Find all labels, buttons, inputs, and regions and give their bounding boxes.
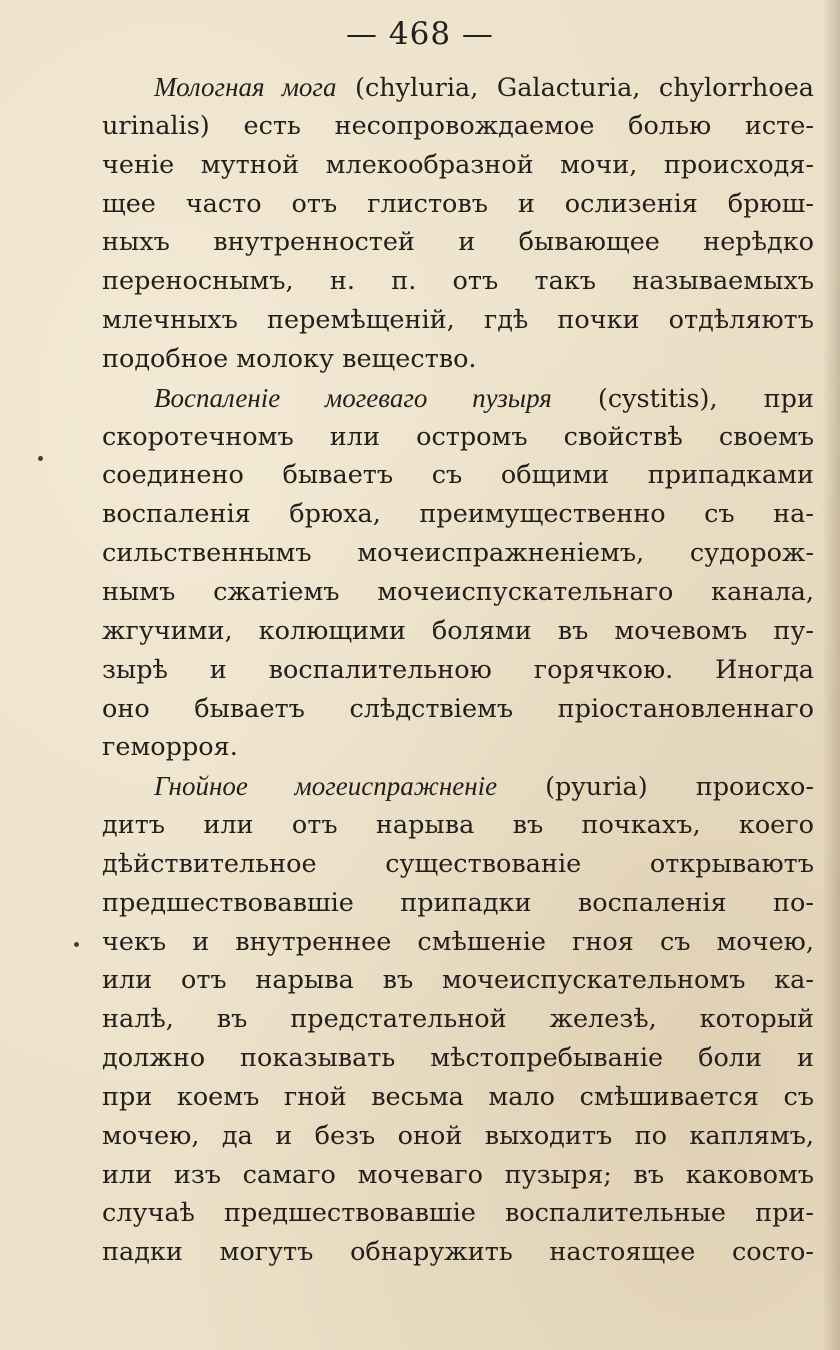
paper-speck [38, 456, 43, 461]
text-line: дитъ или отъ нарыва въ почкахъ, коего [102, 810, 814, 841]
text-line: Воспаленіе могеваго пузыря (cystitis), при [154, 382, 814, 414]
text-line: или изъ самаго мочеваго пузыря; въ каковомъ [102, 1159, 814, 1190]
page-number: — 468 — [346, 16, 494, 52]
text-line: воспаленія брюха, преимущественно съ на- [102, 499, 814, 530]
text-line: жгучими, колющими болями въ мочевомъ пу- [102, 615, 814, 646]
text-line: подобное молоку вещество. [102, 343, 477, 374]
text-line: ченіе мутной млекообразной мочи, происходя- [102, 149, 814, 180]
text-line: Мологная мога (chyluria, Galacturia, chylorrhoea [154, 72, 814, 103]
text-line: нымъ сжатіемъ мочеиспускательнаго канала, [102, 576, 814, 607]
paragraph-pyuria [102, 767, 814, 1272]
text-line: щее часто отъ глистовъ и ослизенія брюш- [102, 188, 814, 219]
term-heading: Воспаленіе могеваго пузыря [154, 382, 552, 413]
text-line: Гнойное могеиспражненіе (pyuria) происхо- [154, 771, 814, 803]
text-line: скоротечномъ или остромъ свойствѣ своемъ [102, 421, 814, 452]
text-line: налѣ, въ предстательной железѣ, который [102, 1004, 814, 1035]
term-heading: Мологная мога [154, 72, 337, 102]
text-line: при коемъ гной весьма мало смѣшивается съ [102, 1081, 814, 1112]
term-heading: Гнойное могеиспражненіе [154, 771, 498, 802]
text-line: геморроя. [102, 732, 238, 763]
text-line: переноснымъ, н. п. отъ такъ называемыхъ [102, 266, 814, 297]
paragraph-cystitis [102, 379, 814, 767]
text-line: млечныхъ перемѣщеній, гдѣ почки отдѣляютъ [102, 305, 814, 336]
text-line: оно бываетъ слѣдствіемъ пріостановленнаго [102, 693, 814, 724]
page-spine-shadow [822, 0, 840, 1350]
text-line: предшествовавшіе припадки воспаленія по- [102, 887, 814, 918]
text-line: чекъ и внутреннее смѣшеніе гноя съ мочею, [102, 926, 814, 957]
text-line: соединено бываетъ съ общими припадками [102, 460, 814, 491]
text-line: случаѣ предшествовавшіе воспалительные при- [102, 1198, 814, 1229]
text-line: urinalis) есть несопровождаемое болью исте- [102, 110, 814, 141]
text-line: дѣйствительное существованіе открываютъ [102, 848, 814, 879]
text-line: зырѣ и воспалительною горячкою. Иногда [102, 654, 814, 685]
paragraph-chyluria [102, 68, 814, 379]
paper-speck [74, 942, 79, 947]
page-body [102, 68, 814, 1272]
text-line: падки могутъ обнаружить настоящее состо- [102, 1237, 814, 1268]
text-line: сильственнымъ мочеиспражненіемъ, судорож- [102, 538, 814, 569]
text-line: или отъ нарыва въ мочеиспускательномъ ка- [102, 965, 814, 996]
text-line: должно показывать мѣстопребываніе боли и [102, 1043, 814, 1074]
text-line: ныхъ внутренностей и бывающее нерѣдко [102, 227, 814, 258]
text-line: мочею, да и безъ оной выходитъ по каплямъ, [102, 1120, 814, 1151]
